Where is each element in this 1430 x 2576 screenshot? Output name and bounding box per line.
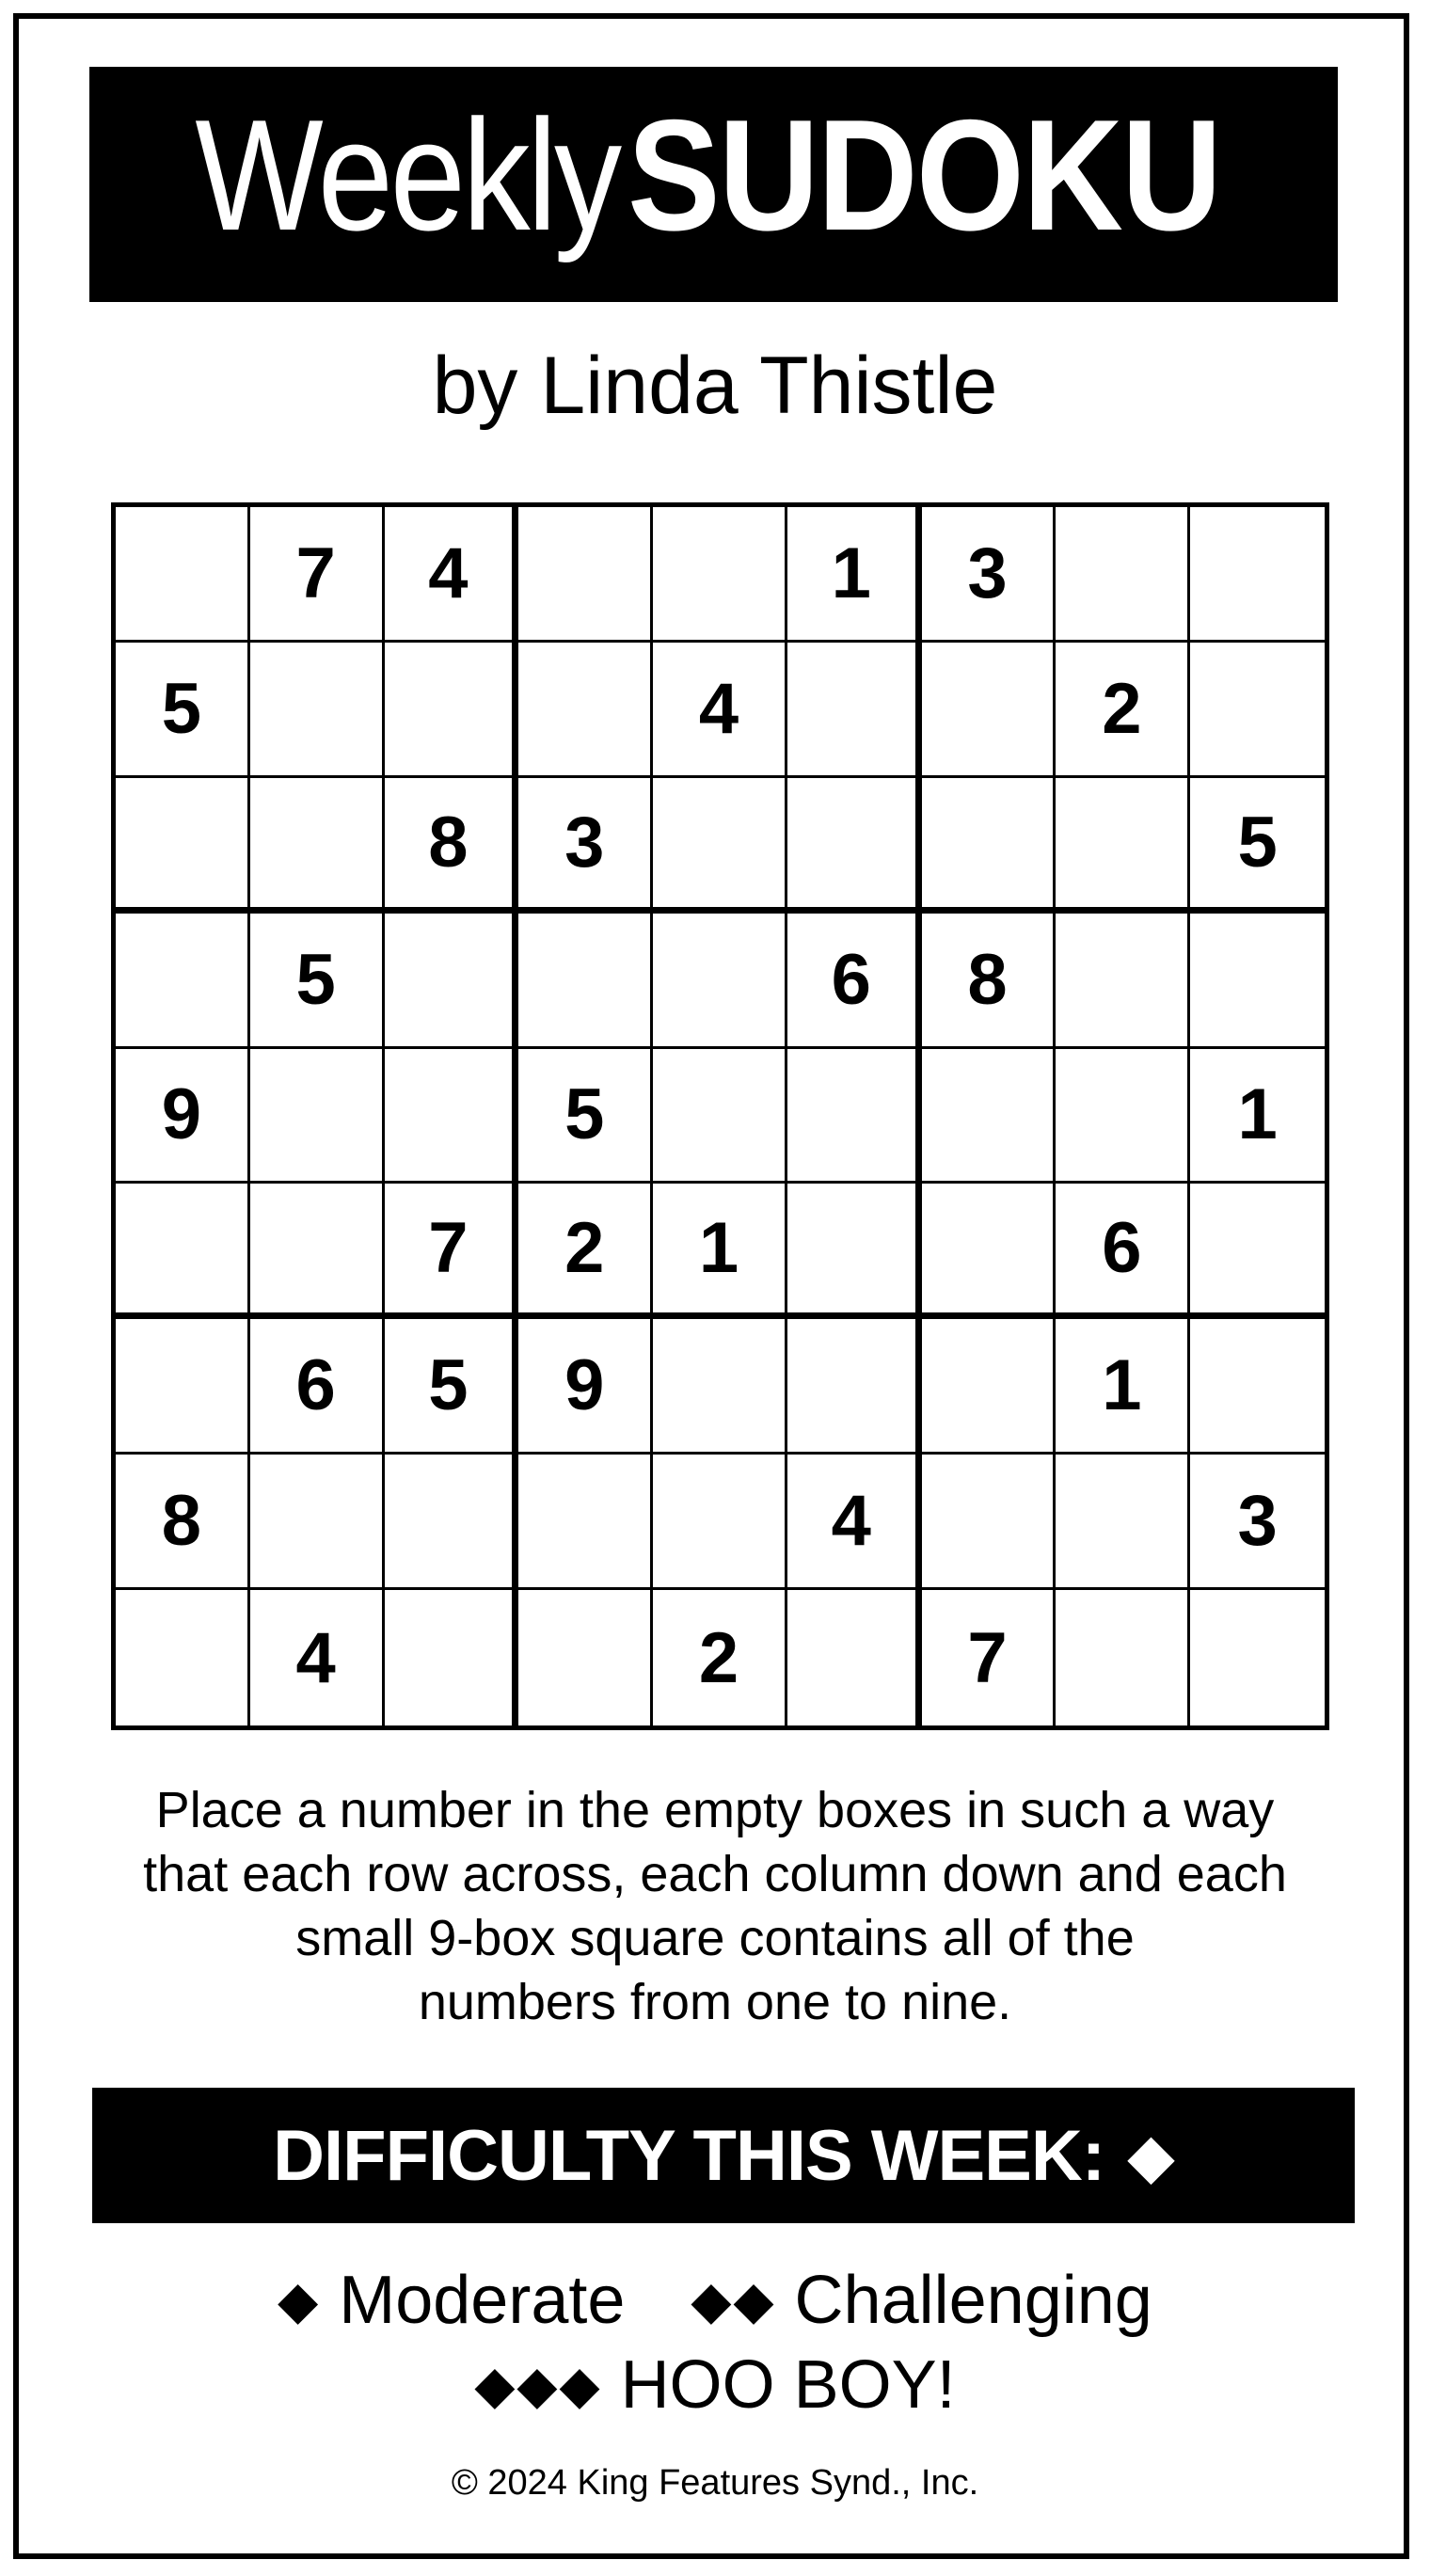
given-cell: 9 <box>116 1049 250 1185</box>
empty-cell[interactable] <box>116 507 250 643</box>
given-cell: 5 <box>116 643 250 778</box>
given-cell: 1 <box>1056 1319 1190 1455</box>
given-cell: 6 <box>787 914 922 1049</box>
instructions-line: numbers from one to nine. <box>418 1974 1012 2030</box>
given-cell: 3 <box>1190 1455 1325 1590</box>
empty-cell[interactable] <box>518 1455 653 1590</box>
given-cell: 4 <box>385 507 519 643</box>
copyright: © 2024 King Features Synd., Inc. <box>451 2463 979 2503</box>
given-cell: 5 <box>518 1049 653 1185</box>
empty-cell[interactable] <box>116 1319 250 1455</box>
empty-cell[interactable] <box>250 1049 385 1185</box>
legend-challenging <box>691 2258 1152 2343</box>
given-cell: 5 <box>250 914 385 1049</box>
empty-cell[interactable] <box>787 643 922 778</box>
given-cell: 3 <box>518 778 653 914</box>
empty-cell[interactable] <box>1190 1319 1325 1455</box>
given-cell: 3 <box>922 507 1057 643</box>
given-cell: 2 <box>1056 643 1190 778</box>
empty-cell[interactable] <box>653 1049 787 1185</box>
empty-cell[interactable] <box>116 1184 250 1319</box>
legend-challenging-label: Challenging <box>794 2263 1152 2338</box>
legend-moderate-label: Moderate <box>339 2263 626 2338</box>
empty-cell[interactable] <box>250 643 385 778</box>
empty-cell[interactable] <box>1056 914 1190 1049</box>
given-cell: 8 <box>385 778 519 914</box>
empty-cell[interactable] <box>922 1455 1057 1590</box>
difficulty-legend <box>0 2258 1430 2427</box>
diamond-icon: ◆ <box>278 2270 321 2330</box>
legend-moderate <box>278 2258 625 2343</box>
sudoku-grid <box>111 502 1329 1730</box>
empty-cell[interactable] <box>385 643 519 778</box>
empty-cell[interactable] <box>653 778 787 914</box>
empty-cell[interactable] <box>1056 1455 1190 1590</box>
legend-row <box>0 2258 1430 2343</box>
diamond-icon: ◆◆ <box>691 2270 776 2330</box>
given-cell: 4 <box>653 643 787 778</box>
empty-cell[interactable] <box>653 914 787 1049</box>
empty-cell[interactable] <box>787 1184 922 1319</box>
empty-cell[interactable] <box>518 1590 653 1725</box>
difficulty-banner <box>92 2088 1355 2223</box>
given-cell: 9 <box>518 1319 653 1455</box>
given-cell: 7 <box>385 1184 519 1319</box>
difficulty-diamond-icon: ◆ <box>1127 2120 1174 2190</box>
empty-cell[interactable] <box>116 914 250 1049</box>
instructions-line: Place a number in the empty boxes in such a way <box>155 1782 1275 1838</box>
empty-cell[interactable] <box>1056 778 1190 914</box>
given-cell: 2 <box>518 1184 653 1319</box>
legend-row <box>0 2343 1430 2427</box>
empty-cell[interactable] <box>922 643 1057 778</box>
instructions-line: that each row across, each column down and each <box>143 1846 1287 1902</box>
given-cell: 5 <box>1190 778 1325 914</box>
empty-cell[interactable] <box>250 778 385 914</box>
empty-cell[interactable] <box>1190 643 1325 778</box>
given-cell: 1 <box>1190 1049 1325 1185</box>
empty-cell[interactable] <box>116 1590 250 1725</box>
legend-hooboy <box>474 2343 955 2427</box>
given-cell: 7 <box>922 1590 1057 1725</box>
title-banner <box>89 67 1338 302</box>
empty-cell[interactable] <box>250 1455 385 1590</box>
empty-cell[interactable] <box>787 1590 922 1725</box>
empty-cell[interactable] <box>250 1184 385 1319</box>
empty-cell[interactable] <box>1190 507 1325 643</box>
empty-cell[interactable] <box>385 1590 519 1725</box>
empty-cell[interactable] <box>1056 1590 1190 1725</box>
given-cell: 7 <box>250 507 385 643</box>
title-sudoku: SUDOKU <box>628 86 1221 263</box>
empty-cell[interactable] <box>518 914 653 1049</box>
given-cell: 1 <box>653 1184 787 1319</box>
given-cell: 1 <box>787 507 922 643</box>
empty-cell[interactable] <box>787 778 922 914</box>
given-cell: 4 <box>787 1455 922 1590</box>
instructions <box>56 1778 1374 2034</box>
given-cell: 6 <box>250 1319 385 1455</box>
legend-hooboy-label: HOO BOY! <box>620 2347 956 2423</box>
empty-cell[interactable] <box>787 1319 922 1455</box>
diamond-icon: ◆◆◆ <box>474 2355 602 2414</box>
empty-cell[interactable] <box>518 643 653 778</box>
given-cell: 8 <box>922 914 1057 1049</box>
empty-cell[interactable] <box>1056 507 1190 643</box>
empty-cell[interactable] <box>1190 1184 1325 1319</box>
given-cell: 6 <box>1056 1184 1190 1319</box>
empty-cell[interactable] <box>385 914 519 1049</box>
empty-cell[interactable] <box>653 507 787 643</box>
empty-cell[interactable] <box>653 1455 787 1590</box>
empty-cell[interactable] <box>1056 1049 1190 1185</box>
empty-cell[interactable] <box>116 778 250 914</box>
given-cell: 2 <box>653 1590 787 1725</box>
given-cell: 4 <box>250 1590 385 1725</box>
difficulty-label: DIFFICULTY THIS WEEK: <box>273 2115 1105 2196</box>
empty-cell[interactable] <box>518 507 653 643</box>
empty-cell[interactable] <box>922 778 1057 914</box>
empty-cell[interactable] <box>922 1319 1057 1455</box>
empty-cell[interactable] <box>653 1319 787 1455</box>
empty-cell[interactable] <box>1190 914 1325 1049</box>
empty-cell[interactable] <box>922 1049 1057 1185</box>
empty-cell[interactable] <box>1190 1590 1325 1725</box>
given-cell: 8 <box>116 1455 250 1590</box>
empty-cell[interactable] <box>385 1049 519 1185</box>
empty-cell[interactable] <box>787 1049 922 1185</box>
byline: by Linda Thistle <box>432 341 998 431</box>
empty-cell[interactable] <box>385 1455 519 1590</box>
given-cell: 5 <box>385 1319 519 1455</box>
title-weekly: Weekly <box>194 86 619 263</box>
empty-cell[interactable] <box>922 1184 1057 1319</box>
instructions-line: small 9-box square contains all of the <box>295 1910 1135 1966</box>
